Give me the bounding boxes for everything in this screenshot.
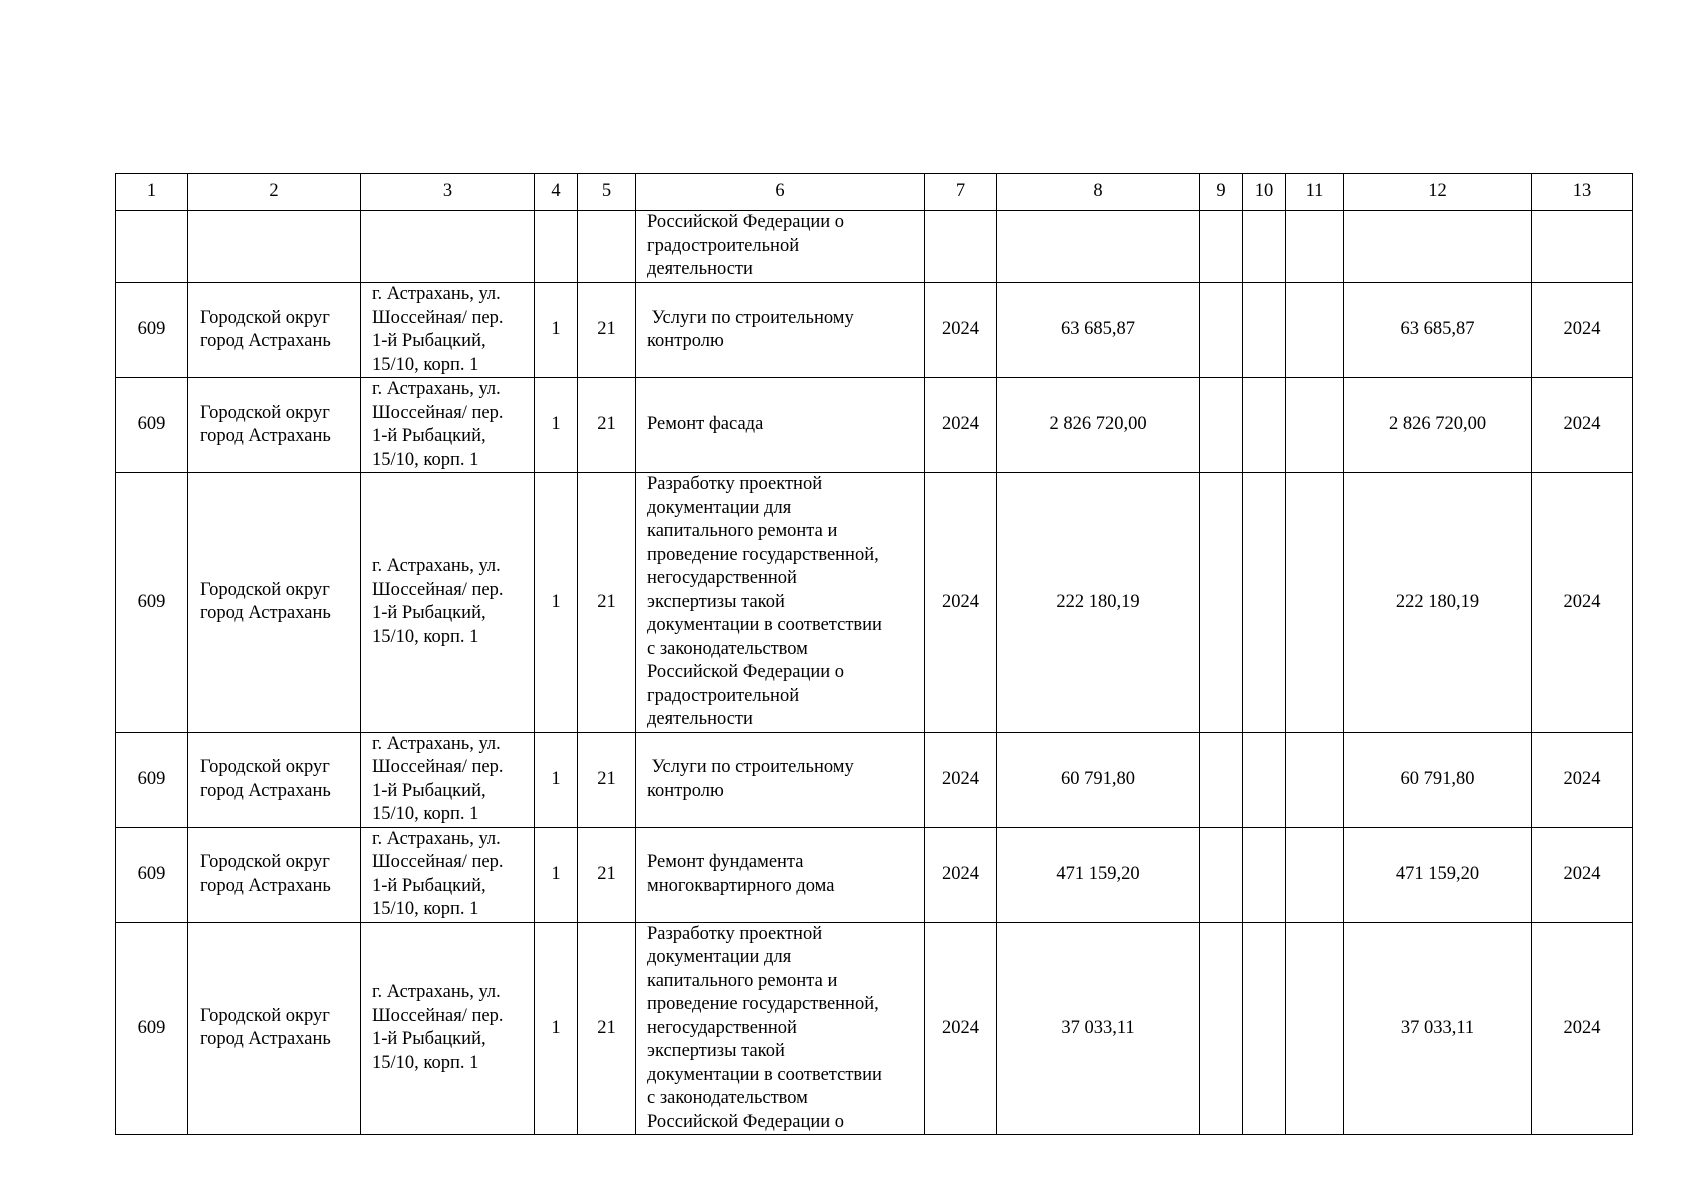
year-cell: 2024 [925, 283, 997, 378]
work-description-cell [636, 827, 925, 922]
col11-cell [1286, 283, 1344, 378]
address-line: г. Астрахань, ул. [372, 284, 501, 304]
work-line: с законодательством [647, 638, 808, 659]
fund-cost-cell: 2 826 720,00 [1344, 378, 1532, 473]
address-line: Шоссейная/ пер. [372, 402, 504, 423]
column-header: 13 [1532, 174, 1633, 211]
work-description-cell [636, 283, 925, 378]
table-cell [578, 211, 636, 283]
work-line: градостроительной [647, 235, 800, 256]
column-header: 3 [361, 174, 535, 211]
work-line: Разработку проектной [647, 474, 823, 494]
municipality-line: Городской округ [200, 1005, 330, 1026]
work-line: негосударственной [647, 568, 797, 588]
work-line: документации для [647, 497, 792, 518]
column-header: 4 [535, 174, 578, 211]
municipality-line: город Астрахань [200, 1029, 331, 1050]
header-row [116, 174, 1633, 211]
completion-year-cell: 2024 [1532, 283, 1633, 378]
col5-cell: 21 [578, 827, 636, 922]
table-row [116, 732, 1633, 827]
address-line: 15/10, корп. 1 [372, 354, 479, 375]
column-header: 8 [997, 174, 1200, 211]
address-line: г. Астрахань, ул. [372, 828, 501, 849]
work-line: документации для [647, 947, 792, 967]
table-cell [925, 211, 997, 283]
total-cost-cell: 63 685,87 [997, 283, 1200, 378]
municipality-line: город Астрахань [200, 331, 331, 351]
table-cell [1532, 211, 1633, 283]
address-line: г. Астрахань, ул. [372, 556, 501, 577]
completion-year-cell: 2024 [1532, 732, 1633, 827]
work-line: с законодательством [647, 1088, 808, 1108]
municipality-cell [188, 922, 361, 1135]
total-cost-cell: 37 033,11 [997, 922, 1200, 1135]
table-cell [535, 211, 578, 283]
address-line: Шоссейная/ пер. [372, 307, 504, 328]
table-cell [1286, 211, 1344, 283]
address-line: 1-й Рыбацкий, [372, 875, 486, 896]
address-line: Шоссейная/ пер. [372, 852, 504, 872]
table-row [116, 283, 1633, 378]
row-number-cell: 609 [116, 378, 188, 473]
address-line: 15/10, корп. 1 [372, 449, 479, 470]
col5-cell: 21 [578, 732, 636, 827]
row-number-cell: 609 [116, 283, 188, 378]
municipality-cell [188, 827, 361, 922]
address-line: 1-й Рыбацкий, [372, 603, 486, 624]
address-line: Шоссейная/ пер. [372, 1005, 504, 1026]
address-line: 15/10, корп. 1 [372, 1052, 479, 1073]
work-line: Услуги по строительному [647, 757, 854, 777]
row-number-cell: 609 [116, 473, 188, 733]
municipality-cell [188, 732, 361, 827]
address-line: Шоссейная/ пер. [372, 579, 504, 600]
work-line: Разработку проектной [647, 923, 823, 944]
column-header: 1 [116, 174, 188, 211]
work-line: Услуги по строительному [647, 307, 854, 328]
work-line: контролю [647, 331, 724, 351]
col9-cell [1200, 378, 1243, 473]
address-line: Шоссейная/ пер. [372, 757, 504, 777]
total-cost-cell: 2 826 720,00 [997, 378, 1200, 473]
address-cell [361, 922, 535, 1135]
address-cell [361, 378, 535, 473]
col9-cell [1200, 827, 1243, 922]
work-line: документации в соответствии [647, 615, 882, 635]
column-header: 2 [188, 174, 361, 211]
continuation-row [116, 211, 1633, 283]
col10-cell [1243, 922, 1286, 1135]
work-description-cell [636, 473, 925, 733]
total-cost-cell: 222 180,19 [997, 473, 1200, 733]
col10-cell [1243, 378, 1286, 473]
work-line: проведение государственной, [647, 994, 879, 1014]
col11-cell [1286, 732, 1344, 827]
table-cell [116, 211, 188, 283]
year-cell: 2024 [925, 473, 997, 733]
work-line: капитального ремонта и [647, 521, 838, 541]
row-number-cell: 609 [116, 827, 188, 922]
work-description-cell [636, 378, 925, 473]
year-cell: 2024 [925, 922, 997, 1135]
table-cell [997, 211, 1200, 283]
municipality-line: город Астрахань [200, 426, 331, 446]
col4-cell: 1 [535, 922, 578, 1135]
col4-cell: 1 [535, 473, 578, 733]
work-line: экспертизы такой [647, 1041, 785, 1061]
address-line: 1-й Рыбацкий, [372, 331, 486, 351]
col11-cell [1286, 473, 1344, 733]
address-line: 15/10, корп. 1 [372, 804, 479, 824]
address-cell [361, 283, 535, 378]
municipality-line: Городской округ [200, 579, 330, 600]
col11-cell [1286, 827, 1344, 922]
col9-cell [1200, 732, 1243, 827]
work-line: многоквартирного дома [647, 875, 835, 896]
col5-cell: 21 [578, 378, 636, 473]
address-line: г. Астрахань, ул. [372, 379, 501, 399]
work-line: Российской Федерации о [647, 1111, 845, 1132]
municipality-line: город Астрахань [200, 780, 331, 801]
col9-cell [1200, 283, 1243, 378]
completion-year-cell: 2024 [1532, 827, 1633, 922]
col9-cell [1200, 473, 1243, 733]
column-header: 6 [636, 174, 925, 211]
work-line: проведение государственной, [647, 544, 879, 565]
municipality-line: город Астрахань [200, 603, 331, 624]
fund-cost-cell: 60 791,80 [1344, 732, 1532, 827]
table-cell [188, 211, 361, 283]
col5-cell: 21 [578, 922, 636, 1135]
column-header: 7 [925, 174, 997, 211]
col11-cell [1286, 922, 1344, 1135]
col5-cell: 21 [578, 283, 636, 378]
address-line: г. Астрахань, ул. [372, 982, 501, 1003]
completion-year-cell: 2024 [1532, 922, 1633, 1135]
work-line: деятельности [647, 709, 753, 729]
col10-cell [1243, 283, 1286, 378]
row-number-cell: 609 [116, 732, 188, 827]
table-row [116, 922, 1633, 1135]
fund-cost-cell: 471 159,20 [1344, 827, 1532, 922]
address-line: 15/10, корп. 1 [372, 899, 479, 919]
table-row [116, 827, 1633, 922]
address-cell [361, 827, 535, 922]
column-header: 5 [578, 174, 636, 211]
col10-cell [1243, 732, 1286, 827]
table-cell [1344, 211, 1532, 283]
work-line: Российской Федерации о [647, 662, 845, 682]
address-line: г. Астрахань, ул. [372, 733, 501, 754]
table-row [116, 378, 1633, 473]
column-header: 12 [1344, 174, 1532, 211]
work-line: Ремонт фасада [647, 414, 764, 435]
work-description-cell [636, 732, 925, 827]
fund-cost-cell: 63 685,87 [1344, 283, 1532, 378]
completion-year-cell: 2024 [1532, 378, 1633, 473]
address-line: 1-й Рыбацкий, [372, 780, 486, 801]
total-cost-cell: 471 159,20 [997, 827, 1200, 922]
work-line: контролю [647, 780, 724, 801]
table-cell [1243, 211, 1286, 283]
fund-cost-cell: 222 180,19 [1344, 473, 1532, 733]
work-line: Ремонт фундамента [647, 852, 804, 872]
year-cell: 2024 [925, 827, 997, 922]
table-cell [361, 211, 535, 283]
col4-cell: 1 [535, 827, 578, 922]
completion-year-cell: 2024 [1532, 473, 1633, 733]
municipality-line: Городской округ [200, 402, 330, 423]
municipality-cell [188, 378, 361, 473]
municipality-line: Городской округ [200, 852, 330, 872]
total-cost-cell: 60 791,80 [997, 732, 1200, 827]
municipality-cell [188, 473, 361, 733]
col4-cell: 1 [535, 732, 578, 827]
row-number-cell: 609 [116, 922, 188, 1135]
address-line: 15/10, корп. 1 [372, 626, 479, 647]
col9-cell [1200, 922, 1243, 1135]
col10-cell [1243, 473, 1286, 733]
table-row [116, 473, 1633, 733]
year-cell: 2024 [925, 378, 997, 473]
year-cell: 2024 [925, 732, 997, 827]
work-line: экспертизы такой [647, 591, 785, 612]
fund-cost-cell: 37 033,11 [1344, 922, 1532, 1135]
address-cell [361, 473, 535, 733]
table-cell [1200, 211, 1243, 283]
municipality-line: Городской округ [200, 757, 330, 777]
col4-cell: 1 [535, 378, 578, 473]
work-line: документации в соответствии [647, 1064, 882, 1085]
municipality-line: город Астрахань [200, 875, 331, 896]
work-line: Российской Федерации о [647, 212, 845, 233]
col5-cell: 21 [578, 473, 636, 733]
work-description-cell [636, 211, 925, 283]
municipality-line: Городской округ [200, 307, 330, 328]
address-line: 1-й Рыбацкий, [372, 426, 486, 446]
col4-cell: 1 [535, 283, 578, 378]
work-line: деятельности [647, 259, 753, 280]
column-header: 11 [1286, 174, 1344, 211]
work-line: капитального ремонта и [647, 970, 838, 991]
work-line: градостроительной [647, 685, 800, 706]
municipality-cell [188, 283, 361, 378]
work-description-cell [636, 922, 925, 1135]
address-line: 1-й Рыбацкий, [372, 1029, 486, 1050]
work-plan-table [115, 173, 1633, 1135]
column-header: 10 [1243, 174, 1286, 211]
work-line: негосударственной [647, 1017, 797, 1038]
column-header: 9 [1200, 174, 1243, 211]
address-cell [361, 732, 535, 827]
col11-cell [1286, 378, 1344, 473]
col10-cell [1243, 827, 1286, 922]
